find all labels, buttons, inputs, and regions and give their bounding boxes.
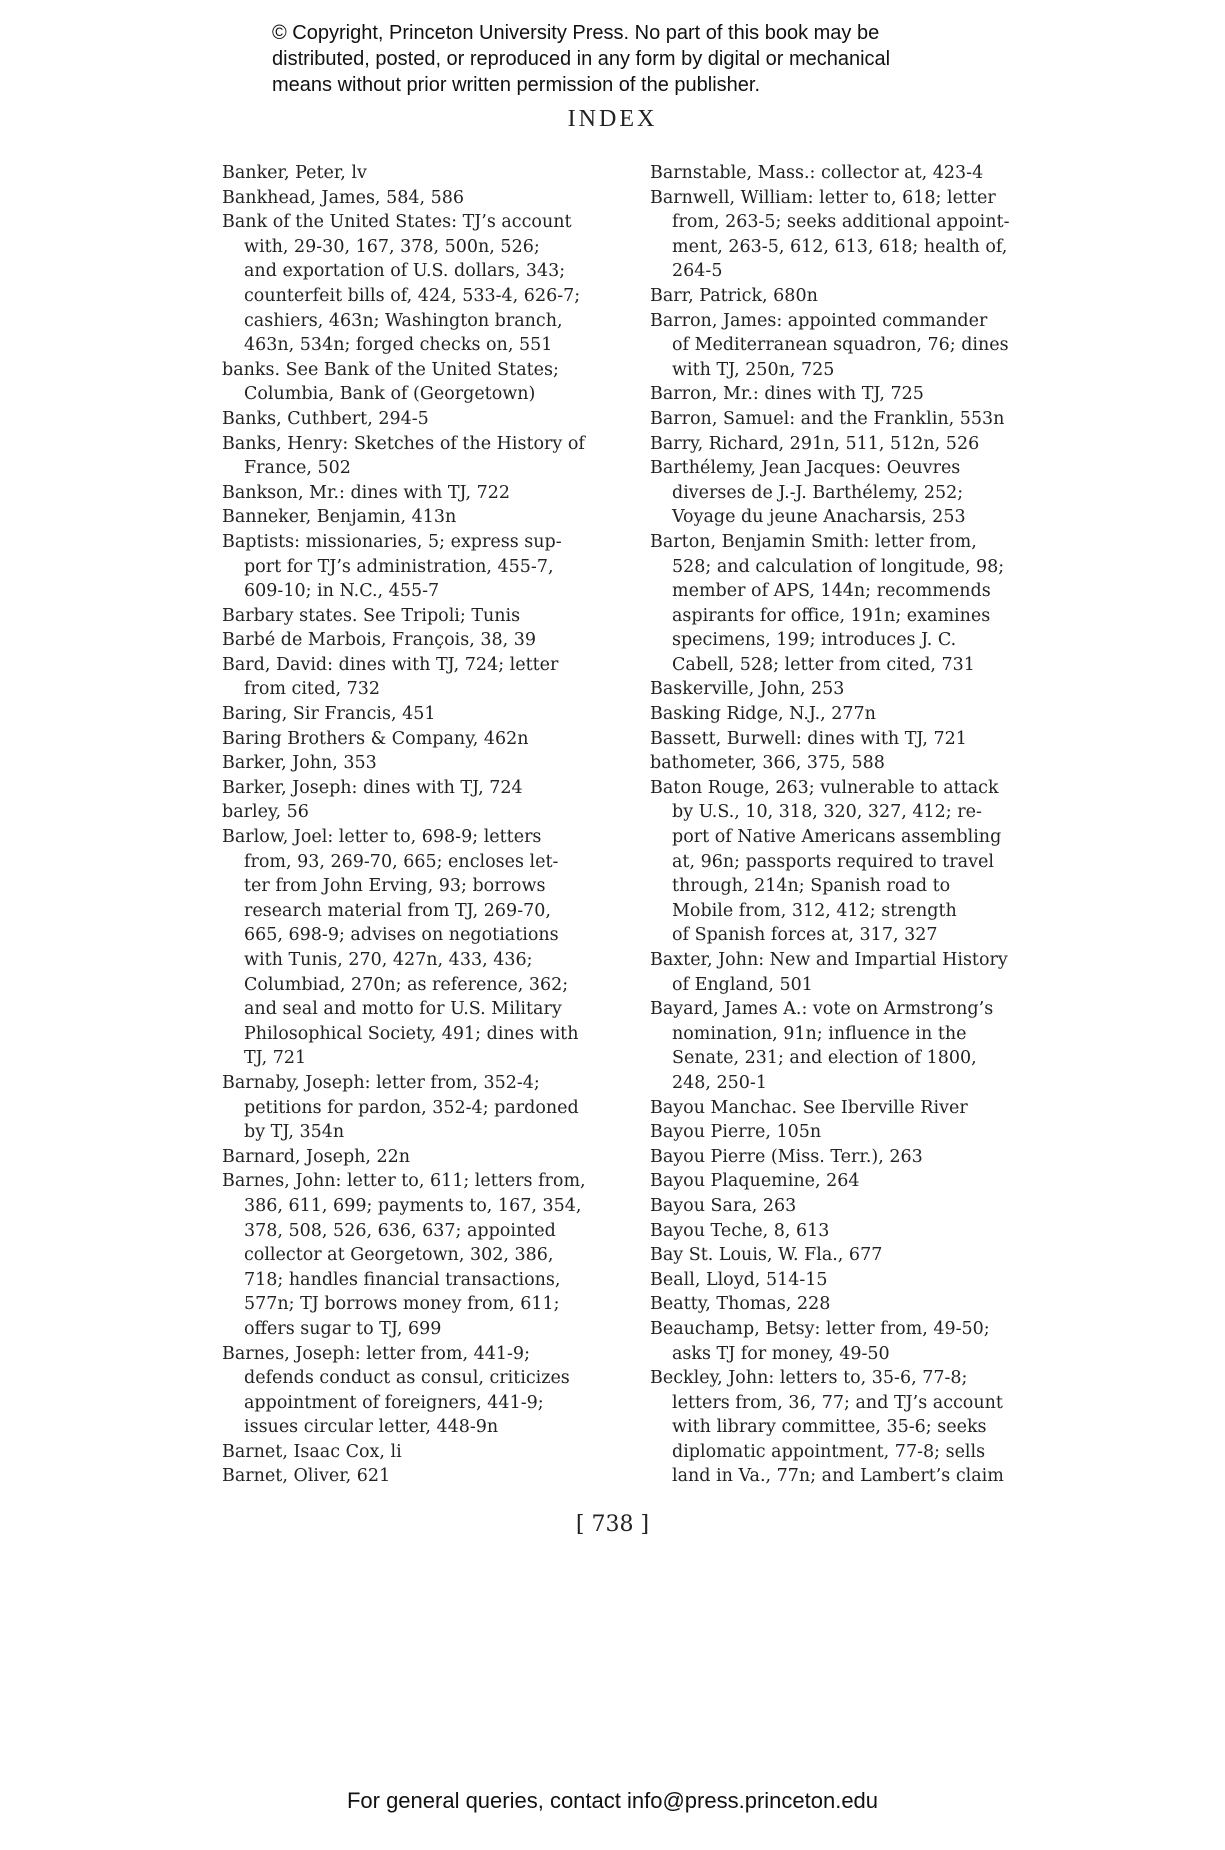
index-line: research material from TJ, 269-70, [244,900,551,921]
index-line: by U.S., 10, 318, 320, 327, 412; re- [672,802,982,823]
index-line: of England, 501 [672,974,813,995]
index-line: ter from John Erving, 93; borrows [244,876,546,897]
index-line: asks TJ for money, 49-50 [672,1343,890,1364]
index-line: Bayou Pierre (Miss. Terr.), 263 [650,1146,923,1167]
index-line: and exportation of U.S. dollars, 343; [244,261,566,282]
copyright-notice [272,20,992,98]
index-line: Bankhead, James, 584, 586 [222,187,464,208]
index-line: diverses de J.-J. Barthélemy, 252; [672,482,964,503]
index-line: Banks, Cuthbert, 294-5 [222,408,429,429]
index-line: Barnes, John: letter to, 611; letters from, [222,1171,586,1192]
index-line: Bassett, Burwell: dines with TJ, 721 [650,728,967,749]
index-line: Columbiad, 270n; as reference, 362; [244,974,569,995]
index-line: bathometer, 366, 375, 588 [650,753,885,774]
index-line: Bank of the United States: TJ’s account [222,212,572,233]
index-line: issues circular letter, 448-9n [244,1417,499,1438]
index-line: Barlow, Joel: letter to, 698-9; letters [222,827,542,848]
footer-contact: For general queries, contact info@press.princeton.edu [346,1788,879,1813]
index-line: Basking Ridge, N.J., 277n [650,704,876,725]
copyright-line: © Copyright, Princeton University Press. No part of this book may be [272,22,880,44]
index-line: Baxter, John: New and Impartial History [650,950,1008,970]
index-line: 665, 698-9; advises on negotiations [244,925,559,946]
index-line: Bayou Pierre, 105n [650,1122,822,1143]
index-line: port of Native Americans assembling [672,827,1002,848]
index-line: Banneker, Benjamin, 413n [222,507,457,528]
index-line: from, 263-5; seeks additional appoint- [672,212,1010,233]
index-line: Barnes, Joseph: letter from, 441-9; [222,1343,530,1364]
index-line: Barnaby, Joseph: letter from, 352-4; [222,1072,540,1093]
index-line: barley, 56 [222,802,309,823]
index-line: Barker, Joseph: dines with TJ, 724 [222,777,523,798]
index-line: 528; and calculation of longitude, 98; [672,556,1005,577]
index-line: from, 93, 269-70, 665; encloses let- [244,851,559,872]
index-line: Barron, Mr.: dines with TJ, 725 [650,384,924,405]
index-line: Baptists: missionaries, 5; express sup- [222,531,562,552]
index-line: 463n, 534n; forged checks on, 551 [244,335,553,356]
index-line: 378, 508, 526, 636, 637; appointed [244,1220,556,1241]
index-line: Barr, Patrick, 680n [650,285,818,306]
index-line: diplomatic appointment, 77-8; sells [672,1441,986,1462]
index-line: Bard, David: dines with TJ, 724; letter [222,654,559,675]
index-line: Baton Rouge, 263; vulnerable to attack [650,777,999,798]
index-line: Cabell, 528; letter from cited, 731 [672,654,975,675]
index-line: from cited, 732 [244,679,381,700]
index-line: 609-10; in N.C., 455-7 [244,581,440,602]
index-column-left [222,161,622,1489]
index-line: Mobile from, 312, 412; strength [672,900,957,921]
index-line: member of APS, 144n; recommends [672,581,991,602]
index-line: Banks, Henry: Sketches of the History of [222,433,585,454]
index-line: Baring Brothers & Company, 462n [222,728,529,749]
index-line: Barthélemy, Jean Jacques: Oeuvres [650,458,961,479]
index-line: Barnstable, Mass.: collector at, 423-4 [650,163,984,183]
index-line: France, 502 [244,458,351,479]
index-line: with library committee, 35-6; seeks [672,1417,987,1438]
index-line: through, 214n; Spanish road to [672,876,951,897]
index-line: Barton, Benjamin Smith: letter from, [650,531,977,552]
index-line: Barry, Richard, 291n, 511, 512n, 526 [650,433,980,454]
index-line: Beckley, John: letters to, 35-6, 77-8; [650,1368,968,1389]
index-line: letters from, 36, 77; and TJ’s account [672,1392,1003,1413]
index-line: land in Va., 77n; and Lambert’s claim [672,1466,1004,1487]
index-line: Voyage du jeune Anacharsis, 253 [672,507,966,528]
page-title: INDEX [567,106,658,132]
index-line: Barron, Samuel: and the Franklin, 553n [650,408,1005,429]
index-line: 248, 250-1 [672,1072,767,1093]
index-line: Philosophical Society, 491; dines with [244,1023,579,1044]
page-number: [ 738 ] [575,1512,650,1537]
index-line: 386, 611, 699; payments to, 167, 354, [244,1195,582,1216]
index-line: counterfeit bills of, 424, 533-4, 626-7; [244,285,581,306]
index-line: specimens, 199; introduces J. C. [672,630,957,651]
index-line: Barbary states. See Tripoli; Tunis [222,605,521,626]
index-line: Bay St. Louis, W. Fla., 677 [650,1245,883,1266]
index-line: aspirants for office, 191n; examines [672,605,991,626]
index-line: Banker, Peter, lv [222,163,367,183]
index-line: collector at Georgetown, 302, 386, [244,1245,554,1266]
index-line: Beatty, Thomas, 228 [650,1294,831,1315]
index-line: Senate, 231; and election of 1800, [672,1048,977,1069]
index-line: Baring, Sir Francis, 451 [222,704,436,725]
index-line: Barnet, Isaac Cox, li [222,1441,402,1462]
index-line: Barnwell, William: letter to, 618; letter [650,187,996,208]
index-line: with, 29-30, 167, 378, 500n, 526; [244,236,540,257]
index-line: offers sugar to TJ, 699 [244,1318,442,1339]
index-line: Bayou Sara, 263 [650,1195,797,1216]
index-line: Baskerville, John, 253 [650,679,845,700]
index-line: Bayou Teche, 8, 613 [650,1220,830,1241]
index-line: petitions for pardon, 352-4; pardoned [244,1097,579,1118]
index-line: Bankson, Mr.: dines with TJ, 722 [222,482,511,503]
index-line: with Tunis, 270, 427n, 433, 436; [244,950,533,970]
index-line: Columbia, Bank of (Georgetown) [244,384,536,405]
index-line: Barker, John, 353 [222,753,377,774]
index-line: appointment of foreigners, 441-9; [244,1392,544,1413]
index-line: nomination, 91n; influence in the [672,1023,967,1044]
index-line: 718; handles financial transactions, [244,1269,561,1290]
index-line: TJ, 721 [244,1048,307,1069]
index-line: by TJ, 354n [244,1122,345,1143]
index-line: port for TJ’s administration, 455-7, [244,556,554,577]
index-line: and seal and motto for U.S. Military [244,999,562,1020]
index-line: Bayou Manchac. See Iberville River [650,1097,968,1118]
index-line: Barnard, Joseph, 22n [222,1146,411,1167]
index-column-right [650,161,1060,1489]
index-line: Bayou Plaquemine, 264 [650,1171,860,1192]
index-line: with TJ, 250n, 725 [672,359,835,380]
index-line: Bayard, James A.: vote on Armstrong’s [650,999,994,1020]
copyright-line: distributed, posted, or reproduced in any form by digital or mechanical [272,48,891,70]
index-line: defends conduct as consul, criticizes [244,1368,570,1389]
index-line: of Spanish forces at, 317, 327 [672,925,938,946]
index-line: cashiers, 463n; Washington branch, [244,310,563,331]
index-line: at, 96n; passports required to travel [672,851,994,872]
index-line: Barbé de Marbois, François, 38, 39 [222,630,536,651]
index-line: Barnet, Oliver, 621 [222,1466,391,1487]
index-line: Beall, Lloyd, 514-15 [650,1269,828,1290]
index-line: ment, 263-5, 612, 613, 618; health of, [672,236,1008,257]
index-line: Barron, James: appointed commander [650,310,988,331]
index-line: 264-5 [672,261,723,282]
index-line: 577n; TJ borrows money from, 611; [244,1294,560,1315]
index-line: Beauchamp, Betsy: letter from, 49-50; [650,1318,990,1339]
index-line: of Mediterranean squadron, 76; dines [672,335,1009,356]
index-line: banks. See Bank of the United States; [222,359,559,380]
copyright-line: means without prior written permission of the publisher. [272,74,761,96]
